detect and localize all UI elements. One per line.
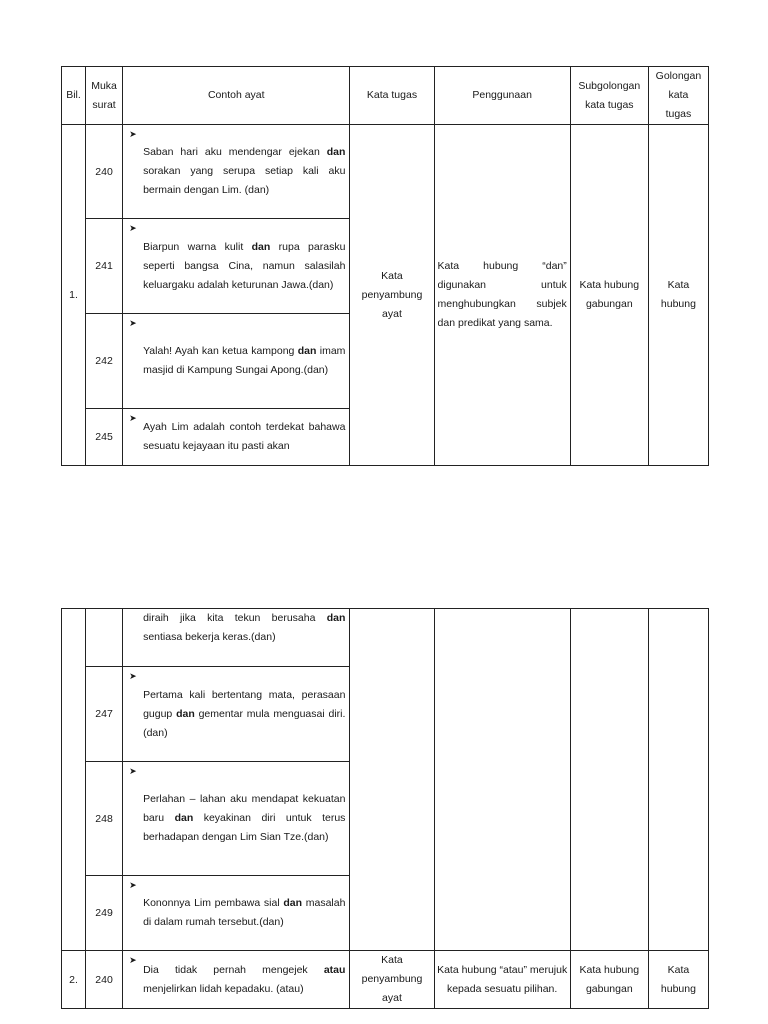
arrowhead-bullet-icon: ➤ <box>129 671 137 681</box>
group-cell: Kata hubung <box>648 951 708 1009</box>
example-sentence: ➤ Perlahan – lahan aku mendapat kekuatan baru dan keyakinan diri untuk terus berhadapan dengan Lim Sian Tze.(dan) <box>123 762 350 876</box>
example-sentence: ➤ Dia tidak pernah mengejek atau menjelirkan lidah kepadaku. (atau) <box>123 951 350 1009</box>
page-number: 245 <box>86 409 123 466</box>
usage-cell: Kata hubung “dan” digunakan untuk menghubungkan subjek dan predikat yang sama. <box>434 125 570 466</box>
row-number: 2. <box>62 951 86 1009</box>
usage-cell <box>434 609 570 951</box>
example-sentence: ➤ Saban hari aku mendengar ejekan dan sorakan yang serupa setiap kali aku bermain dengan Lim. (dan) <box>123 125 350 219</box>
table-row <box>62 125 709 219</box>
example-sentence: ➤ Biarpun warna kulit dan rupa parasku seperti bangsa Cina, namun salasilah keluargaku adalah keturunan Jawa.(dan) <box>123 219 350 314</box>
example-sentence: ➤ Pertama kali bertentang mata, perasaan gugup dan gementar mula menguasai diri.(dan) <box>123 667 350 762</box>
group-cell <box>648 609 708 951</box>
header-bil: Bil. <box>62 67 86 125</box>
kata-tugas-cell: Kata penyambung ayat <box>350 125 434 466</box>
arrowhead-bullet-icon: ➤ <box>129 223 137 233</box>
arrowhead-bullet-icon: ➤ <box>129 318 137 328</box>
page-number: 241 <box>86 219 123 314</box>
header-example: Contoh ayat <box>123 67 350 125</box>
page-number: 240 <box>86 125 123 219</box>
row-number <box>62 609 86 951</box>
subgroup-cell: Kata hubung gabungan <box>570 951 648 1009</box>
arrowhead-bullet-icon: ➤ <box>129 413 137 423</box>
arrowhead-bullet-icon: ➤ <box>129 129 137 139</box>
kata-tugas-table <box>61 66 709 466</box>
table-part-1 <box>61 66 709 466</box>
page-number: 248 <box>86 762 123 876</box>
table-row <box>62 951 709 1009</box>
table-row <box>62 609 709 667</box>
header-group: Golongan kata tugas <box>648 67 708 125</box>
subgroup-cell <box>570 609 648 951</box>
page-number: 247 <box>86 667 123 762</box>
kata-tugas-cell <box>350 609 434 951</box>
header-usage: Penggunaan <box>434 67 570 125</box>
example-sentence: ➤ Ayah Lim adalah contoh terdekat bahawa sesuatu kejayaan itu pasti akan <box>123 409 350 466</box>
arrowhead-bullet-icon: ➤ <box>129 955 137 965</box>
kata-tugas-cell: Kata penyambung ayat <box>350 951 434 1009</box>
header-page: Muka surat <box>86 67 123 125</box>
arrowhead-bullet-icon: ➤ <box>129 766 137 776</box>
header-row <box>62 67 709 125</box>
example-sentence-continued: diraih jika kita tekun berusaha dan sentiasa bekerja keras.(dan) <box>123 609 350 667</box>
kata-tugas-table-continued <box>61 608 709 1009</box>
group-cell: Kata hubung <box>648 125 708 466</box>
page-number <box>86 609 123 667</box>
arrowhead-bullet-icon: ➤ <box>129 880 137 890</box>
header-subgroup: Subgolongan kata tugas <box>570 67 648 125</box>
subgroup-cell: Kata hubung gabungan <box>570 125 648 466</box>
example-sentence: ➤ Kononnya Lim pembawa sial dan masalah di dalam rumah tersebut.(dan) <box>123 876 350 951</box>
row-number: 1. <box>62 125 86 466</box>
page-number: 249 <box>86 876 123 951</box>
usage-cell: Kata hubung “atau” merujuk kepada sesuatu pilihan. <box>434 951 570 1009</box>
page-number: 240 <box>86 951 123 1009</box>
header-kata-tugas: Kata tugas <box>350 67 434 125</box>
table-part-2 <box>61 608 709 1009</box>
example-sentence: ➤ Yalah! Ayah kan ketua kampong dan imam masjid di Kampung Sungai Apong.(dan) <box>123 314 350 409</box>
page-number: 242 <box>86 314 123 409</box>
